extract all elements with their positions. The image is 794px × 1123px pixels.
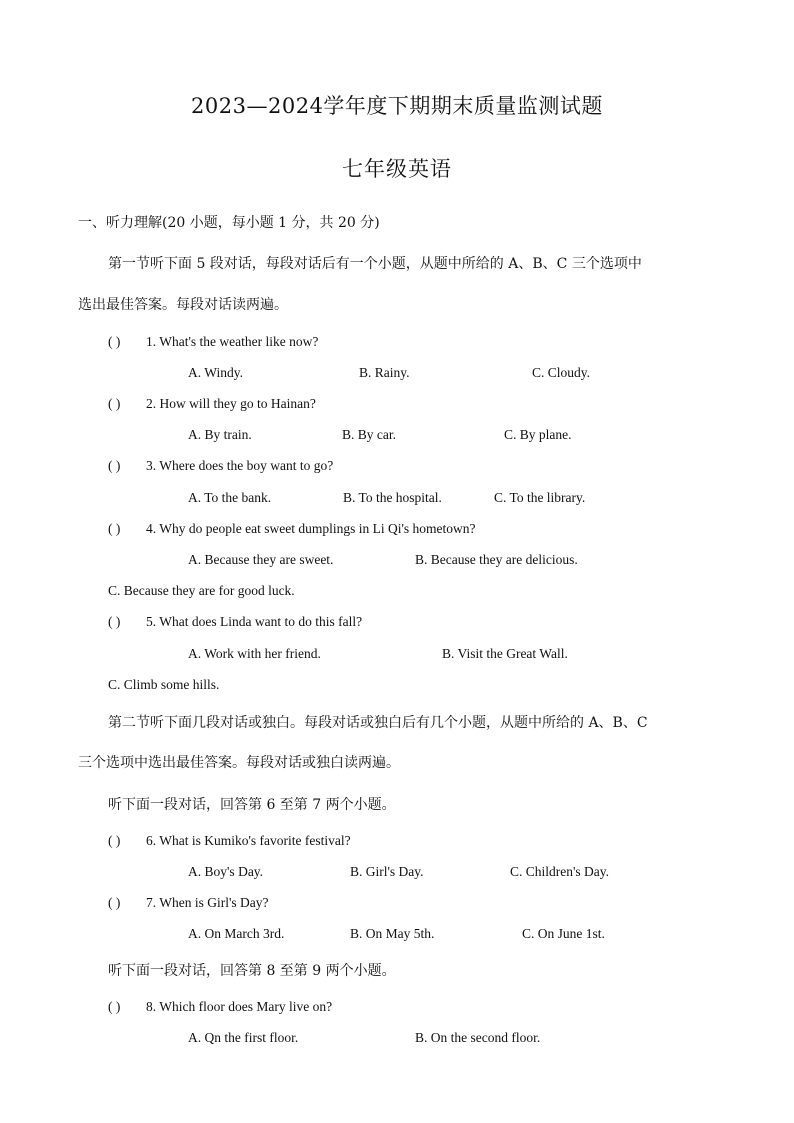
- answer-bracket: ( ): [108, 999, 121, 1014]
- option-b: B. On the second floor.: [415, 1030, 541, 1045]
- exam-subtitle: 七年级英语: [342, 157, 452, 181]
- option-a: A. Boy's Day.: [188, 864, 264, 879]
- question-text: 2. How will they go to Hainan?: [146, 396, 316, 411]
- answer-bracket: ( ): [108, 396, 121, 411]
- listen-instruction-8-9: 听下面一段对话，回答第 8 至第 9 两个小题。: [108, 963, 396, 979]
- part1-intro-line1: 第一节听下面 5 段对话，每段对话后有一个小题，从题中所给的 A、B、C 三个选项中: [108, 256, 642, 272]
- answer-bracket: ( ): [108, 833, 121, 848]
- question-7: [108, 895, 269, 911]
- option-c: C. To the library.: [494, 490, 586, 505]
- option-a: A. Because they are sweet.: [188, 552, 334, 567]
- option-c: C. Children's Day.: [510, 864, 610, 879]
- option-b: B. Girl's Day.: [350, 864, 424, 879]
- option-c: C. Cloudy.: [532, 365, 591, 380]
- question-text: 5. What does Linda want to do this fall?: [146, 614, 363, 629]
- question-4: [108, 521, 476, 537]
- answer-bracket: ( ): [108, 895, 121, 910]
- answer-bracket: ( ): [108, 614, 121, 629]
- question-1: [108, 334, 318, 350]
- question-text: 8. Which floor does Mary live on?: [146, 999, 333, 1014]
- option-b: B. Visit the Great Wall.: [442, 646, 568, 661]
- option-c: C. Climb some hills.: [108, 677, 220, 692]
- listen-instruction-6-7: 听下面一段对话，回答第 6 至第 7 两个小题。: [108, 797, 396, 813]
- exam-title: 2023—2024学年度下期期末质量监测试题: [191, 94, 603, 118]
- question-8: [108, 999, 332, 1015]
- question-6: [108, 833, 351, 849]
- option-b: B. To the hospital.: [343, 490, 442, 505]
- option-c: C. By plane.: [504, 427, 572, 442]
- question-2: [108, 396, 316, 412]
- question-text: 1. What's the weather like now?: [146, 334, 319, 349]
- option-a: A. Qn the first floor.: [188, 1030, 299, 1045]
- option-a: A. Work with her friend.: [188, 646, 321, 661]
- question-text: 6. What is Kumiko's favorite festival?: [146, 833, 351, 848]
- question-text: 4. Why do people eat sweet dumplings in Li Qi's hometown?: [146, 521, 476, 536]
- option-b: B. Because they are delicious.: [415, 552, 578, 567]
- option-c: C. On June 1st.: [522, 926, 605, 941]
- option-a: A. To the bank.: [188, 490, 272, 505]
- part2-intro-line1: 第二节听下面几段对话或独白。每段对话或独白后有几个小题，从题中所给的 A、B、C: [108, 715, 648, 731]
- answer-bracket: ( ): [108, 521, 121, 536]
- option-b: B. By car.: [342, 427, 396, 442]
- option-a: A. Windy.: [188, 365, 243, 380]
- question-3: [108, 458, 333, 474]
- option-b: B. On May 5th.: [350, 926, 435, 941]
- part1-intro-line2: 选出最佳答案。每段对话读两遍。: [78, 297, 288, 313]
- question-text: 3. Where does the boy want to go?: [146, 458, 334, 473]
- answer-bracket: ( ): [108, 334, 121, 349]
- answer-bracket: ( ): [108, 458, 121, 473]
- question-text: 7. When is Girl's Day?: [146, 895, 269, 910]
- option-c: C. Because they are for good luck.: [108, 583, 295, 598]
- question-5: [108, 614, 362, 630]
- option-a: A. By train.: [188, 427, 252, 442]
- option-a: A. On March 3rd.: [188, 926, 285, 941]
- section-heading: 一、听力理解(20 小题，每小题 1 分，共 20 分): [78, 215, 380, 231]
- option-b: B. Rainy.: [359, 365, 410, 380]
- part2-intro-line2: 三个选项中选出最佳答案。每段对话或独白读两遍。: [78, 755, 400, 771]
